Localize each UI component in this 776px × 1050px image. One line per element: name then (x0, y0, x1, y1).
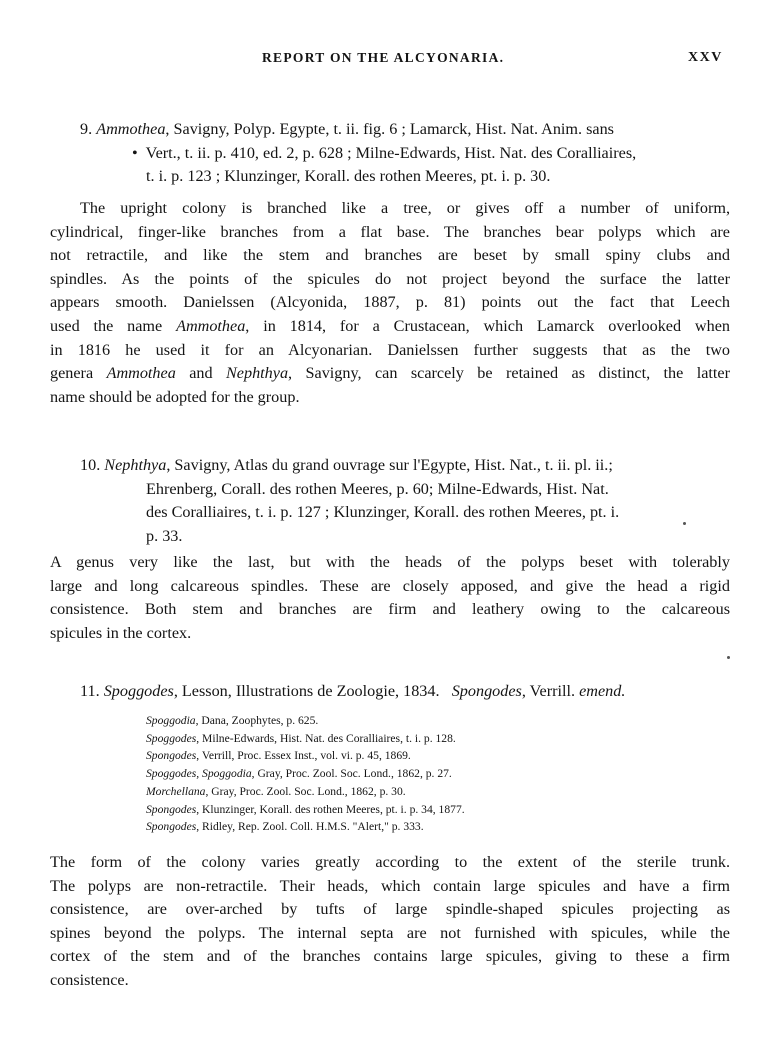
paragraph-line: consistence, are over-arched by tufts of large spindle-shaped spicules projecting as (50, 900, 730, 919)
entry-heading-line: 9. Ammothea, Savigny, Polyp. Egypte, t. ii. fig. 6 ; Lamarck, Hist. Nat. Anim. sans (80, 120, 614, 138)
paragraph-line: cortex of the stem and of the branches contains large spicules, giving to these a firm (50, 947, 730, 966)
entry-heading-line: 11. Spoggodes, Lesson, Illustrations de Zoologie, 1834. Spongodes, Verrill. emend. (80, 682, 626, 700)
genus-name: Spongodes (451, 682, 522, 700)
paragraph-line: appears smooth. Danielssen (Alcyonida, 1887, p. 81) points out the fact that Leech (50, 293, 730, 312)
paragraph-line: spindles. As the points of the spicules do not project beyond the surface the latter (50, 269, 730, 288)
entry-11-heading (80, 680, 728, 704)
synonymy-list (146, 712, 666, 836)
page-header (0, 50, 776, 70)
emendation: emend. (579, 682, 626, 700)
entry-number: 11. (80, 682, 100, 700)
synonym-entry: Spongodes, Klunzinger, Korall. des rothen Meeres, pt. i. p. 34, 1877. (146, 802, 465, 816)
paragraph-line: The form of the colony varies greatly according to the extent of the sterile trunk. (50, 853, 730, 871)
synonym-entry: Morchellana, Gray, Proc. Zool. Soc. Lond., 1862, p. 30. (146, 784, 406, 798)
print-speck (727, 656, 730, 659)
entry-heading-line: t. i. p. 123 ; Klunzinger, Korall. des rothen Meeres, pt. i. p. 30. (146, 167, 551, 185)
print-speck (683, 522, 686, 525)
paragraph-line: A genus very like the last, but with the heads of the polyps beset with tolerably (50, 553, 730, 571)
genus-name: Spoggodes (103, 682, 174, 700)
entry-10-heading (80, 454, 728, 548)
entry-heading-line: • Vert., t. ii. p. 410, ed. 2, p. 628 ; Milne-Edwards, Hist. Nat. des Coralliaires, (132, 143, 637, 162)
genus-name: Ammothea (96, 120, 166, 138)
entry-9-description (50, 197, 730, 409)
paragraph-line: consistence. Both stem and branches are firm and leathery owing to the calcareous (50, 600, 730, 619)
page-number: XXV (688, 50, 723, 65)
paragraph-line: cylindrical, finger-like branches from a flat base. The branches bear polyps which are (50, 222, 730, 241)
paragraph-line: genera Ammothea and Nephthya, Savigny, can scarcely be retained as distinct, the latter (50, 364, 730, 383)
paragraph-line: name should be adopted for the group. (50, 387, 300, 406)
synonym-entry: Spongodes, Verrill, Proc. Essex Inst., vol. vi. p. 45, 1869. (146, 749, 411, 763)
entry-number: 9. (80, 120, 93, 138)
paragraph-line: large and long calcareous spindles. These are closely apposed, and give the head a rigid (50, 576, 730, 595)
paragraph-line: The upright colony is branched like a tree, or gives off a number of uniform, (80, 199, 730, 217)
genus-name: Nephthya (104, 456, 167, 474)
running-title: REPORT ON THE ALCYONARIA. (262, 50, 505, 65)
entry-number: 10. (80, 456, 101, 474)
paragraph-line: consistence. (50, 970, 129, 989)
entry-10-description (50, 551, 730, 645)
entry-heading-line: Ehrenberg, Corall. des rothen Meeres, p. 60; Milne-Edwards, Hist. Nat. (146, 479, 609, 498)
paragraph-line: used the name Ammothea, in 1814, for a Crustacean, which Lamarck overlooked when (50, 316, 730, 335)
paragraph-line: spicules in the cortex. (50, 623, 192, 642)
paragraph-line: not retractile, and like the stem and branches are beset by small spiny clubs and (50, 246, 730, 265)
paragraph-line: in 1816 he used it for an Alcyonarian. Danielssen further suggests that as the two (50, 340, 730, 359)
synonym-entry: Spoggodes, Spoggodia, Gray, Proc. Zool. Soc. Lond., 1862, p. 27. (146, 767, 452, 781)
entry-heading-line: p. 33. (146, 526, 183, 545)
entry-11-description (50, 851, 730, 993)
entry-heading-line: 10. Nephthya, Savigny, Atlas du grand ouvrage sur l'Egypte, Hist. Nat., t. ii. pl. ii.; (80, 456, 613, 474)
synonym-entry: Spongodes, Ridley, Rep. Zool. Coll. H.M.S. "Alert," p. 333. (146, 820, 424, 834)
synonym-entry: Spoggodes, Milne-Edwards, Hist. Nat. des Coralliaires, t. i. p. 128. (146, 731, 456, 745)
paragraph-line: spines beyond the polyps. The internal septa are not furnished with spicules, while the (50, 923, 730, 942)
synonym-entry: Spoggodia, Dana, Zoophytes, p. 625. (146, 714, 319, 727)
entry-heading-line: des Coralliaires, t. i. p. 127 ; Klunzinger, Korall. des rothen Meeres, pt. i. (146, 503, 620, 521)
paragraph-line: The polyps are non-retractile. Their heads, which contain large spicules and have a firm (50, 876, 730, 895)
entry-9-heading (80, 118, 728, 189)
